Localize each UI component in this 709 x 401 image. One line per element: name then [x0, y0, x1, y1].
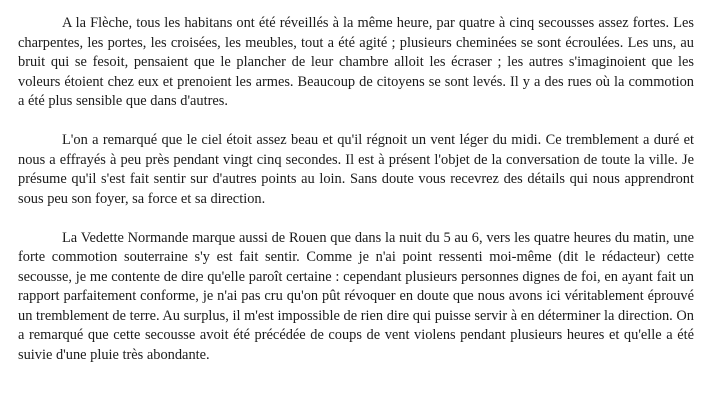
paragraph-weather-duration: L'on a remarqué que le ciel étoit assez beau et qu'il régnoit un vent léger du midi. Ce tremblement a duré et nous a effrayés à peu près pendant vingt cinq secondes. Il est à présent l'objet de la conversation de toute la ville. Je présume qu'il s'est fait sentir sur d'autres points au loin. Sans doute vous recevrez des détails qui nous apprendront sous peu son foyer, sa force et sa direction.	[18, 132, 694, 207]
paragraph-vedette-normande: La Vedette Normande marque aussi de Rouen que dans la nuit du 5 au 6, vers les quatre heures du matin, une forte commotion souterraine s'y est fait sentir. Comme je n'ai point ressenti moi-même (dit le rédacteur) cette secousse, je me contente de dire qu'elle paroît certaine : cependant plusieurs personnes dignes de foi, en ayant fait un rapport parfaitement conforme, je n'ai pas cru qu'on pût révoquer en doute que nous avons ici véritablement éprouvé un tremblement de terre. Au surplus, il m'est impossible de rien dire qui puisse servir à en déterminer la direction. On a remarqué que cette secousse avoit été précédée de coups de vent violens pendant plusieurs heures et qu'elle a été suivie d'une pluie très abondante.	[18, 229, 694, 363]
document-page	[18, 14, 694, 365]
paragraph-la-fleche: A la Flèche, tous les habitans ont été réveillés à la même heure, par quatre à cinq secousses assez fortes. Les charpentes, les portes, les croisées, les meubles, tout a été agité ; plusieurs cheminées se sont écroulées. Les uns, au bruit qui se fesoit, pensaient que le plancher de leur chambre alloit les écraser ; les autres s'imaginoient que les voleurs étoient chez eux et prenoient les armes. Beaucoup de citoyens se sont levés. Il y a des rues où la commotion a été plus sensible que dans d'autres.	[18, 15, 694, 109]
